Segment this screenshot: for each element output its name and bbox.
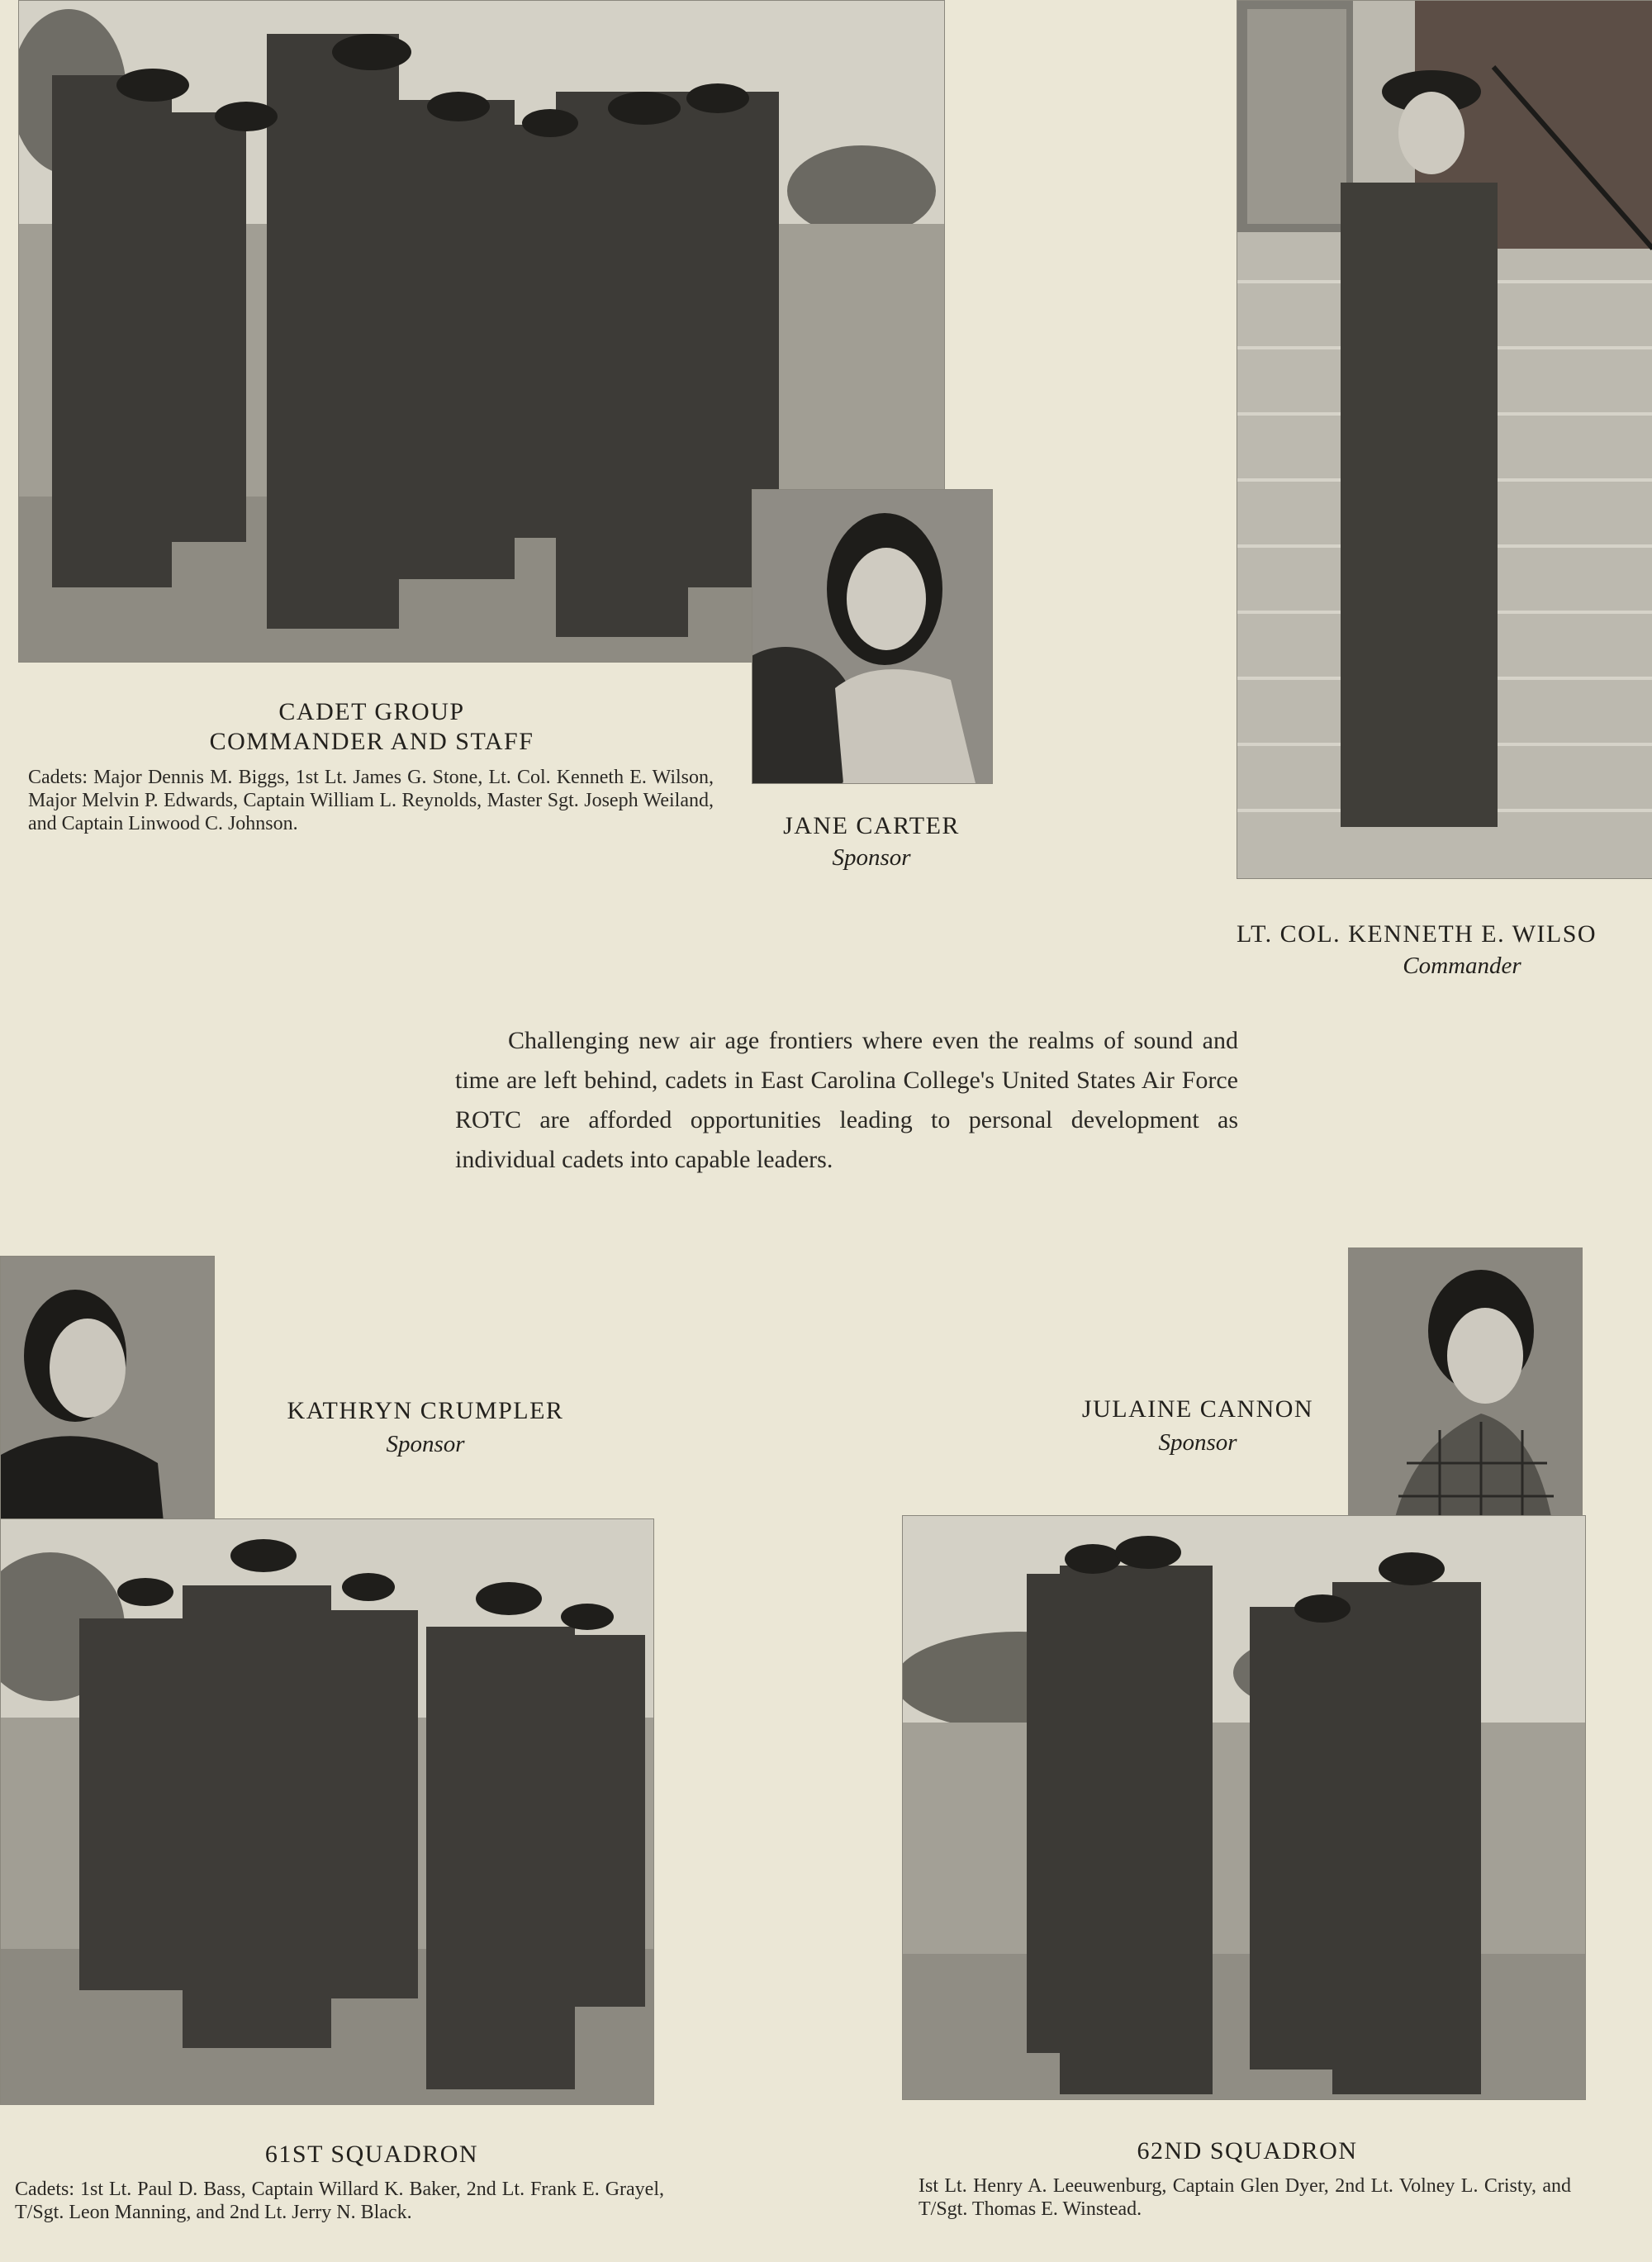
intro-paragraph: Challenging new air age frontiers where even the realms of sound and time are left behind, cadets in East Carolina College's United States Air Force ROTC are afforded opportunities leading to personal development as individual cadets into capable leaders.	[455, 1027, 1238, 1173]
squadron-61-photo	[0, 1518, 654, 2105]
commander-name: LT. COL. KENNETH E. WILSO	[1237, 920, 1597, 948]
squadron-61-names: Cadets: 1st Lt. Paul D. Bass, Captain Willard K. Baker, 2nd Lt. Frank E. Grayel, T/Sgt. Leon Manning, and 2nd Lt. Jerry N. Black.	[15, 2179, 664, 2223]
kathryn-crumpler-portrait	[0, 1256, 215, 1548]
jane-carter-role: Sponsor	[832, 844, 911, 871]
staff-names: Cadets: Major Dennis M. Biggs, 1st Lt. James G. Stone, Lt. Col. Kenneth E. Wilson, Major Melvin P. Edwards, Captain William L. Reynolds, Master Sgt. Joseph Weiland, and Captain Linwood C. Johnson.	[28, 767, 714, 834]
jane-carter-portrait	[752, 489, 993, 784]
squadron-62-names: Ist Lt. Henry A. Leeuwenburg, Captain Glen Dyer, 2nd Lt. Volney L. Cristy, and T/Sgt. Thomas E. Winstead.	[919, 2175, 1571, 2220]
jane-carter-name: JANE CARTER	[783, 812, 960, 839]
commander-role: Commander	[1403, 953, 1521, 979]
staff-title-line1: CADET GROUP	[278, 698, 465, 725]
julaine-cannon-role: Sponsor	[1158, 1429, 1237, 1456]
commander-photo	[1237, 0, 1652, 879]
squadron-62-title: 62ND SQUADRON	[1137, 2137, 1358, 2165]
staff-caption-title	[107, 697, 636, 757]
squadron-61-title: 61ST SQUADRON	[264, 2141, 479, 2168]
julaine-cannon-portrait	[1348, 1247, 1583, 1540]
kathryn-crumpler-name: KATHRYN CRUMPLER	[287, 1397, 564, 1424]
staff-title-line2: COMMANDER AND STAFF	[209, 728, 534, 755]
kathryn-crumpler-role: Sponsor	[386, 1431, 465, 1457]
julaine-cannon-name: JULAINE CANNON	[1081, 1395, 1314, 1423]
squadron-62-photo	[902, 1515, 1586, 2100]
